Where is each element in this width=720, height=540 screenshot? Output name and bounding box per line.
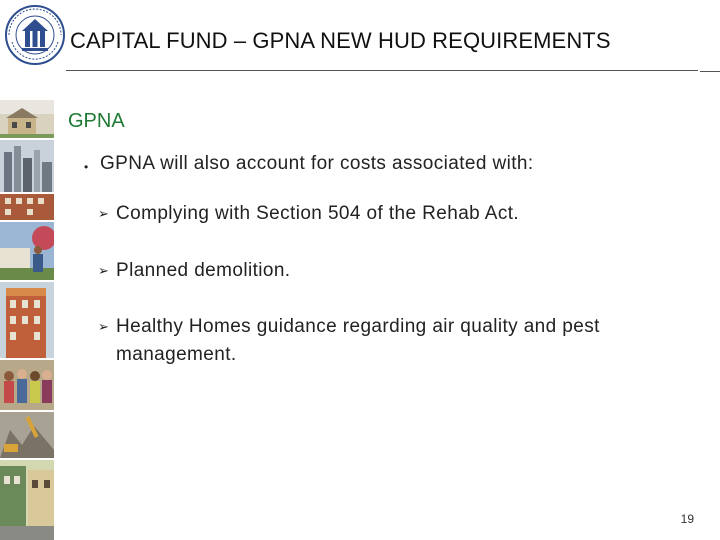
photo-residents <box>0 222 54 280</box>
housing-photo-strip <box>0 100 54 540</box>
photo-street <box>0 460 54 540</box>
arrow-bullet-icon: ➢ <box>98 206 110 221</box>
photo-group <box>0 360 54 410</box>
bullet-marker: • <box>84 160 89 174</box>
subbullet-text: Planned demolition. <box>116 260 291 281</box>
photo-house <box>0 100 54 138</box>
photo-skyline <box>0 140 54 192</box>
section-heading: GPNA <box>68 110 125 132</box>
hud-seal-logo <box>4 4 66 66</box>
bullet-text: GPNA will also account for costs associated with: <box>100 153 534 174</box>
slide-title: CAPITAL FUND – GPNA NEW HUD REQUIREMENTS <box>70 28 611 53</box>
page-number: 19 <box>680 512 694 526</box>
subbullet-item-demolition <box>98 257 678 285</box>
subbullet-item-healthy-homes <box>98 313 678 369</box>
subbullet-text: Complying with Section 504 of the Rehab Act. <box>116 203 520 224</box>
arrow-bullet-icon: ➢ <box>98 263 110 278</box>
photo-apartments <box>0 194 54 220</box>
subbullet-item-504 <box>98 200 678 228</box>
title-divider <box>66 70 698 71</box>
subbullet-text: Healthy Homes guidance regarding air quality and pest management. <box>116 316 600 365</box>
photo-demolition <box>0 412 54 458</box>
title-divider-end <box>700 71 720 72</box>
photo-building <box>0 282 54 358</box>
arrow-bullet-icon: ➢ <box>98 319 110 334</box>
